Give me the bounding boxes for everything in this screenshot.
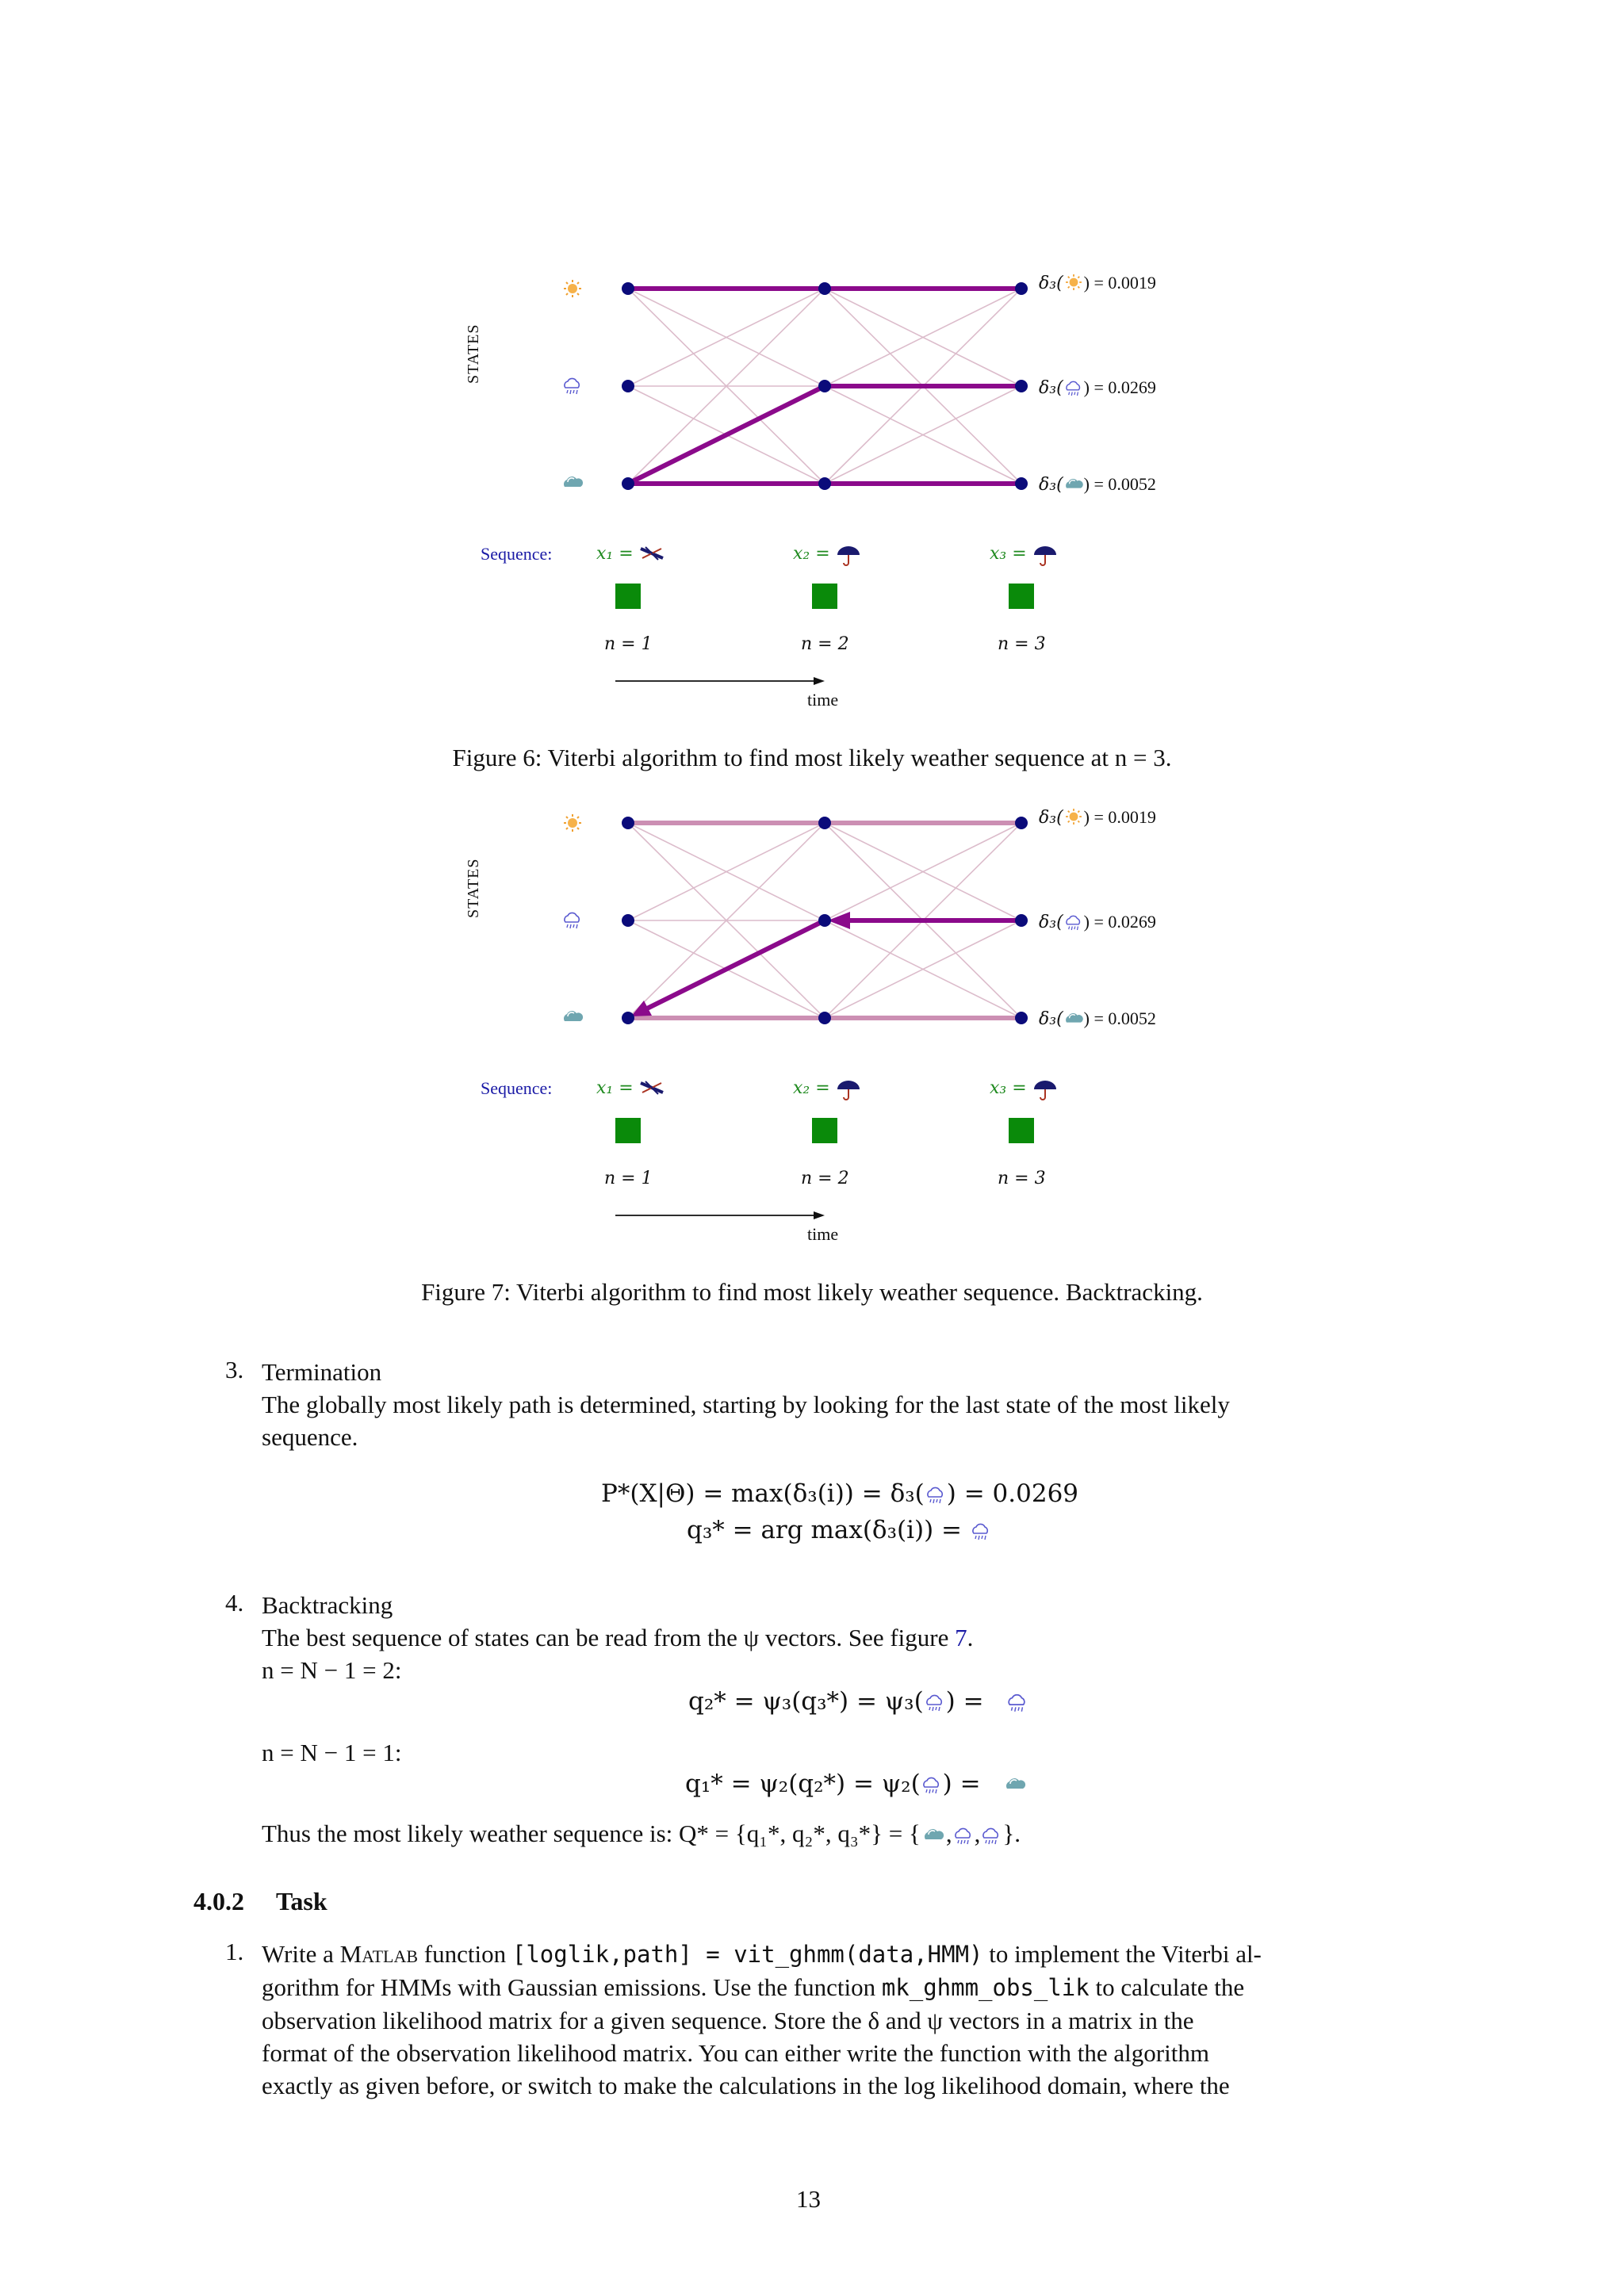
obs-label-2: x₂ = <box>793 1078 830 1098</box>
time-label: time <box>807 1224 839 1244</box>
rain-icon <box>925 1485 947 1506</box>
termination-number: 3. <box>225 1356 244 1383</box>
sequence-label: Sequence: <box>481 1078 553 1098</box>
backtracking-step-2: n = N − 1 = 1: <box>262 1739 402 1766</box>
termination-equation-2: q₃* = arg max(δ₃(i)) = <box>687 1516 992 1544</box>
figure-7 <box>0 772 1624 1295</box>
umbrella-icon <box>837 1081 860 1100</box>
umbrella-icon <box>1034 546 1056 565</box>
termination-text-line1: The globally most likely path is determined, starting by looking for the last state of the most likely <box>262 1391 1230 1418</box>
task-heading: 4.0.2 Task <box>193 1887 327 1915</box>
n-label-2: n = 2 <box>801 634 849 654</box>
rain-icon <box>970 1521 992 1542</box>
termination-title: Termination <box>262 1358 382 1386</box>
backtracking-block: Backtracking The best sequence of states can be read from the ψ vectors. See figure 7. n = N − 1 = 2: <box>262 1589 1435 1686</box>
figure-7-ref-link[interactable]: 7 <box>955 1624 967 1651</box>
task-text: Write a Matlab function [loglik,path] = vit_ghmm(data,HMM) to implement the Viterbi al- gorithm for HMMs with Gaussian emissions. Use the function mk_ghmm_obs_lik to calculate the observation likelihood matrix for a given sequence. Store the δ and ψ vectors in a matrix in the format of the observation likelihood matrix. You can either write the function with the algorithm exactly as given before, or switch to make the calculations in the log likelihood domain, where the <box>262 1940 1262 2099</box>
page-number: 13 <box>796 2185 821 2213</box>
sequence-label: Sequence: <box>481 544 553 564</box>
rain-icon <box>924 1693 946 1713</box>
backtracking-equation-2: q₁* = ψ₂(q₂*) = ψ₂( ) = <box>685 1770 1028 1798</box>
delta-label-sun: δ₃( ) = 0.0019 <box>1039 807 1156 828</box>
figure-6-caption: Figure 6: Viterbi algorithm to find most likely weather sequence at n = 3. <box>452 744 1172 771</box>
most-likely-sequence-line: Thus the most likely weather sequence is: Q* = {q₁*, q₂*, q₃*} = { , , }. <box>262 1820 1021 1847</box>
sun-icon <box>564 280 581 297</box>
delta-label-cloud: δ₃( ) = 0.0052 <box>1039 1008 1156 1029</box>
obs-label-3: x₃ = <box>990 1078 1027 1098</box>
task-number: 1. <box>225 1938 244 1965</box>
rain-icon <box>952 1826 975 1846</box>
delta-label-sun: δ₃( ) = 0.0019 <box>1039 273 1156 293</box>
cloud-icon <box>1002 1775 1028 1796</box>
n-label-2: n = 2 <box>801 1169 849 1188</box>
trellis-diagram-6 <box>0 238 1624 761</box>
states-axis-label: STATES <box>465 323 482 384</box>
cloud-icon <box>564 1011 583 1021</box>
obs-label-2: x₂ = <box>793 544 830 564</box>
cloud-icon <box>921 1826 946 1846</box>
n-label-1: n = 1 <box>604 634 653 654</box>
rain-icon <box>565 913 579 928</box>
closed-umbrella-icon <box>641 1081 663 1094</box>
rain-icon <box>1005 1692 1029 1714</box>
backtracking-step-1: n = N − 1 = 2: <box>262 1656 402 1684</box>
termination-equation-1: P*(X|Θ) = max(δ₃(i)) = δ₃( ) = 0.0269 <box>601 1479 1079 1508</box>
umbrella-icon <box>1034 1081 1056 1100</box>
trellis-diagram-7 <box>0 772 1624 1295</box>
figure-6 <box>0 238 1624 761</box>
time-label: time <box>807 690 839 710</box>
backtracking-title: Backtracking <box>262 1591 393 1619</box>
sun-icon <box>564 814 581 832</box>
backtracking-equation-1: q₂* = ψ₃(q₃*) = ψ₃( ) = <box>688 1687 1029 1716</box>
rain-icon <box>921 1775 943 1796</box>
termination-block <box>262 1356 1435 1453</box>
n-label-3: n = 3 <box>998 634 1046 654</box>
backtrack-path <box>644 920 1021 1010</box>
termination-text-line2: sequence. <box>262 1423 358 1451</box>
backtrack-arrowhead <box>828 912 850 929</box>
n-label-3: n = 3 <box>998 1169 1046 1188</box>
obs-label-1: x₁ = <box>596 1078 634 1098</box>
delta-label-rain: δ₃( ) = 0.0269 <box>1039 912 1156 932</box>
delta-label-cloud: δ₃( ) = 0.0052 <box>1039 474 1156 495</box>
closed-umbrella-icon <box>641 547 663 560</box>
rain-icon <box>565 378 579 394</box>
rain-icon <box>980 1826 1002 1846</box>
observation-squares <box>615 1118 1034 1143</box>
states-axis-label: STATES <box>465 858 482 918</box>
umbrella-icon <box>837 546 860 565</box>
delta-label-rain: δ₃( ) = 0.0269 <box>1039 377 1156 398</box>
obs-label-3: x₃ = <box>990 544 1027 564</box>
cloud-icon <box>564 476 583 487</box>
observation-squares <box>615 584 1034 609</box>
obs-label-1: x₁ = <box>596 544 634 564</box>
figure-7-caption: Figure 7: Viterbi algorithm to find most likely weather sequence. Backtracking. <box>421 1278 1203 1306</box>
n-label-1: n = 1 <box>604 1169 653 1188</box>
backtracking-number: 4. <box>225 1589 244 1617</box>
